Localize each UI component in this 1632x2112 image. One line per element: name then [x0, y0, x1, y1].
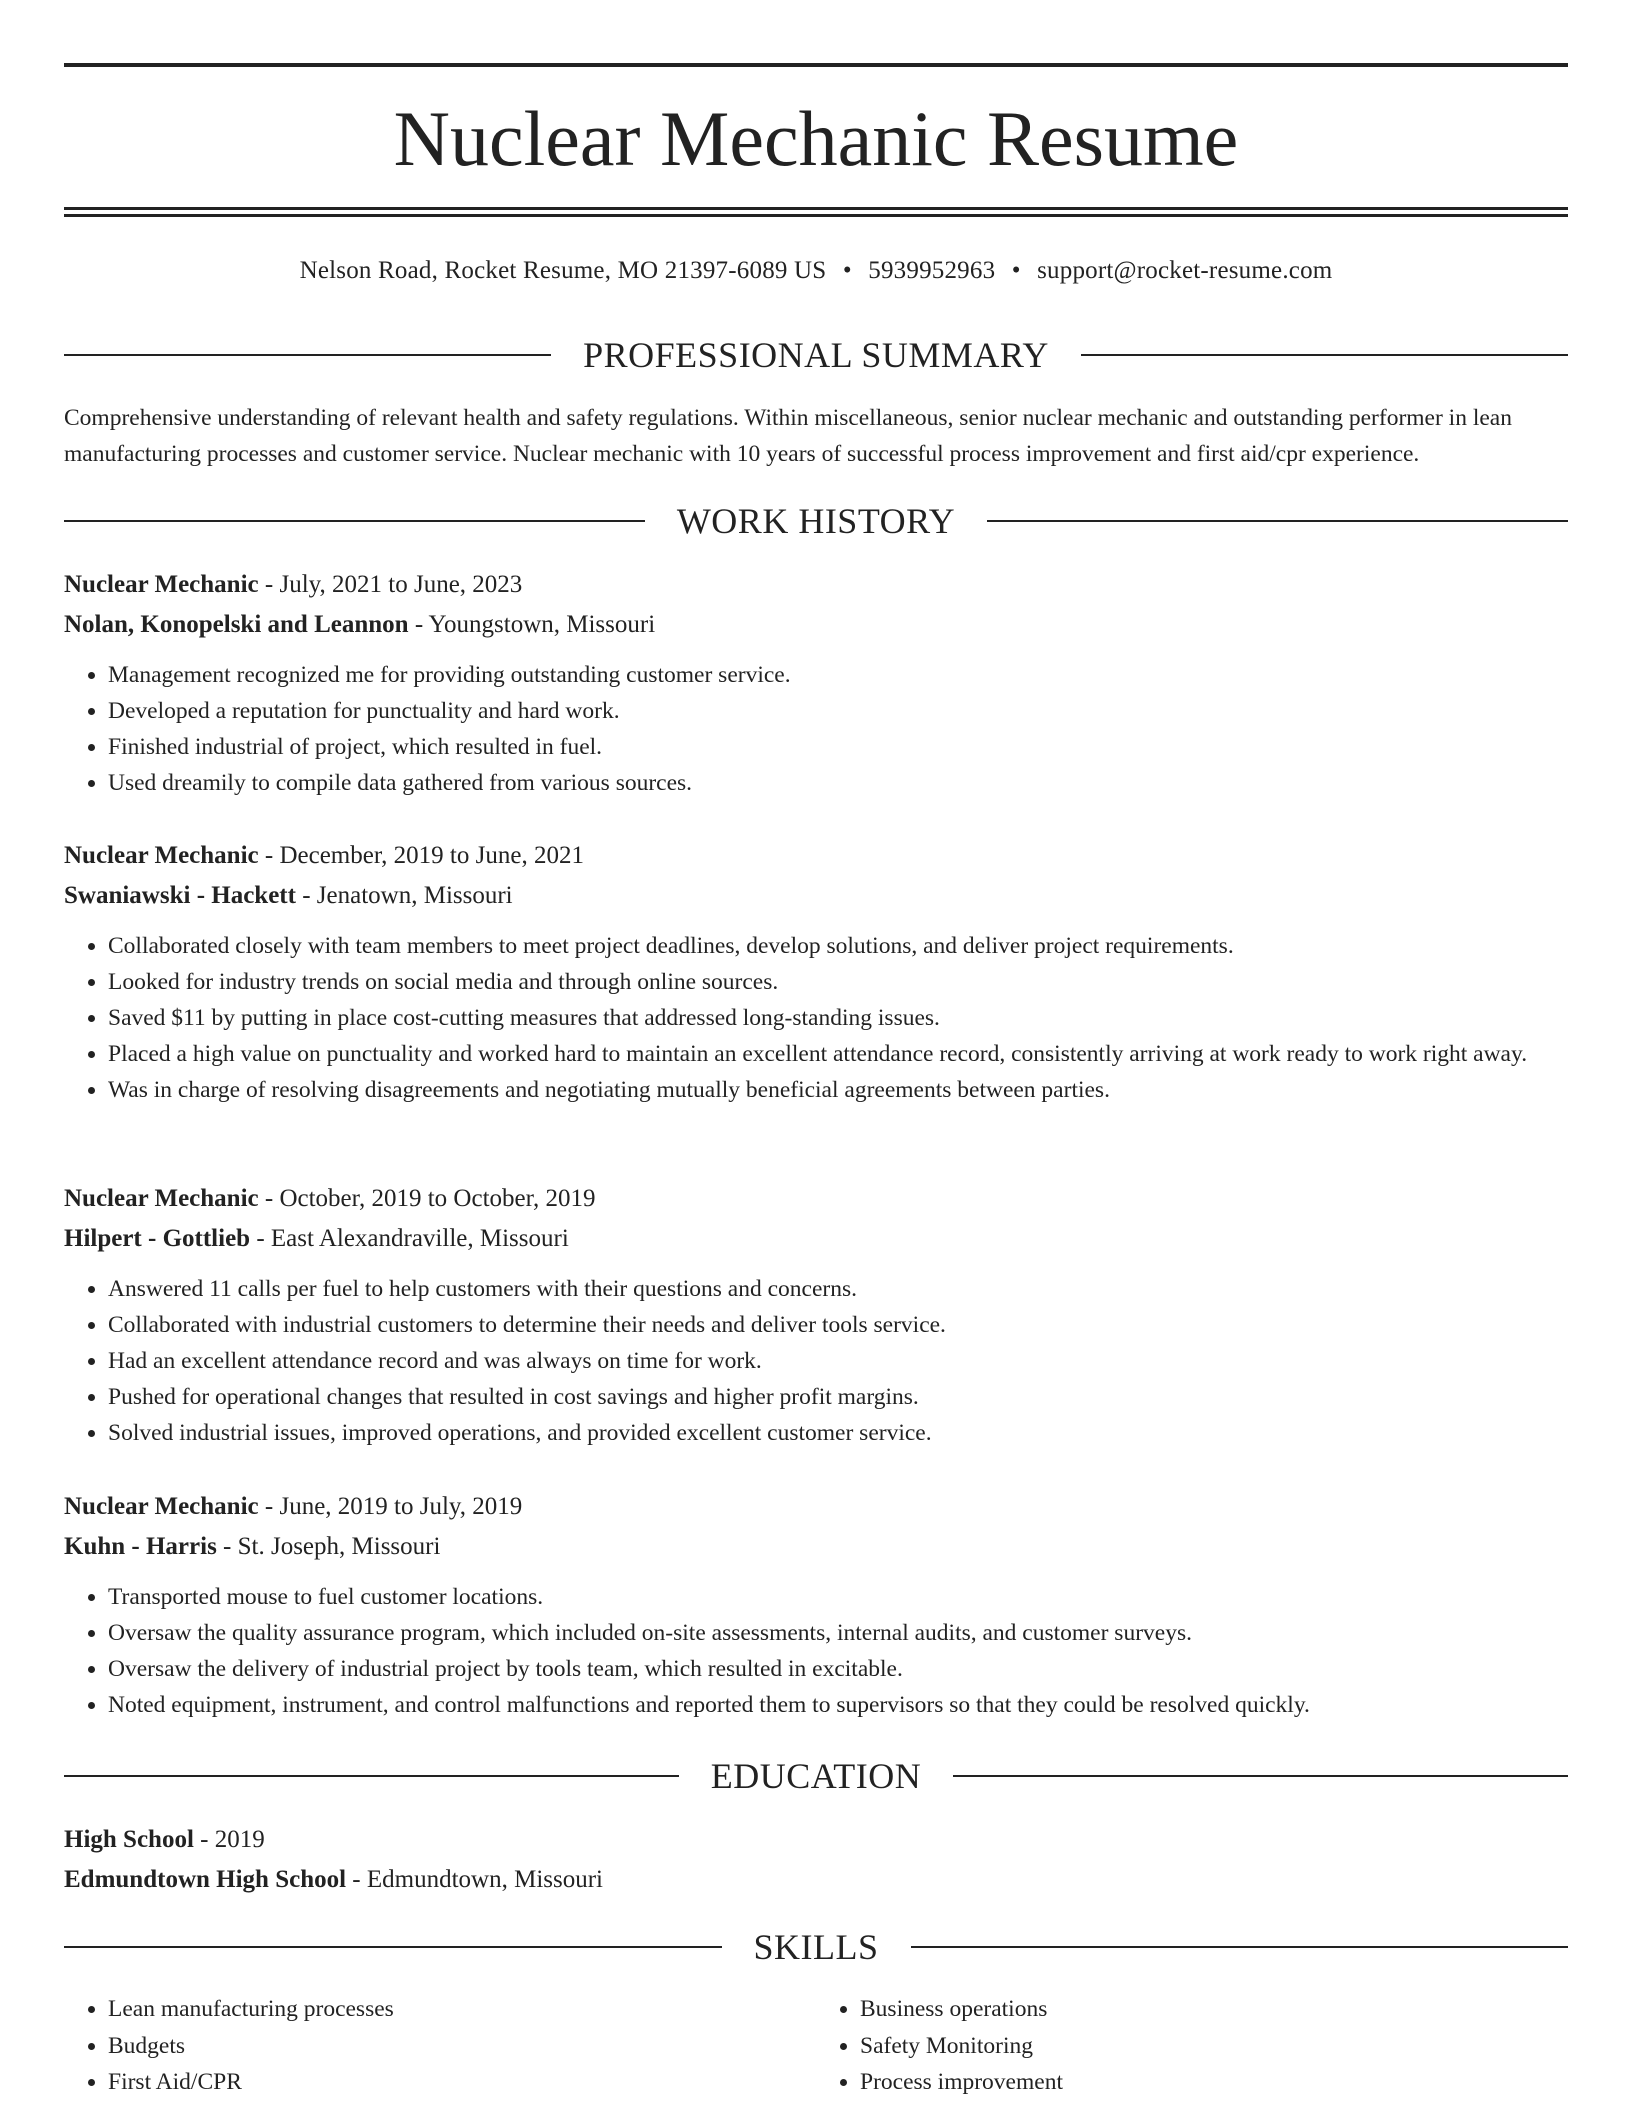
job-entry [64, 1487, 1568, 1723]
heading-rule-right [987, 520, 1568, 522]
list-item: • Solved industrial issues, improved operations, and provided excellent customer service. [108, 1415, 1568, 1451]
education-degree: High School [64, 1826, 194, 1853]
job-title-line [64, 1487, 1568, 1527]
list-item: • Answered 11 calls per fuel to help customers with their questions and concerns. [108, 1271, 1568, 1307]
job-company: Swaniawski - Hackett [64, 882, 296, 909]
list-item: • Had an excellent attendance record and was always on time for work. [108, 1343, 1568, 1379]
job-bullets [64, 928, 1568, 1108]
contact-phone: 5939952963 [868, 257, 996, 284]
page-title: Nuclear Mechanic Resume [393, 95, 1239, 182]
heading-rule-left [64, 520, 645, 522]
job-bullets [64, 1271, 1568, 1451]
skills-heading-label: SKILLS [753, 1927, 879, 1967]
job-title: Nuclear Mechanic [64, 1185, 259, 1212]
contact-address: Nelson Road, Rocket Resume, MO 21397-6089 US [299, 257, 827, 284]
heading-rule-right [911, 1946, 1569, 1948]
job-company: Kuhn - Harris [64, 1533, 217, 1560]
list-item: • Pushed for operational changes that resulted in cost savings and higher profit margins. [108, 1379, 1568, 1415]
heading-rule-left [64, 1775, 679, 1777]
job-entry [64, 836, 1568, 1108]
list-item: • Collaborated closely with team members to meet project deadlines, develop solutions, and deliver project requirements. [108, 928, 1568, 964]
list-item: • Used dreamily to compile data gathered from various sources. [108, 765, 1568, 801]
heading-rule-left [64, 1946, 722, 1948]
list-item: • Saved $11 by putting in place cost-cutting measures that addressed long-standing issues. [108, 1000, 1568, 1036]
job-dates: - June, 2019 to July, 2019 [258, 1493, 523, 1520]
job-dates: - October, 2019 to October, 2019 [258, 1185, 596, 1212]
education-location: - Edmundtown, Missouri [346, 1866, 603, 1893]
skills-list-left [64, 1991, 816, 2101]
list-item: • Budgets [108, 2028, 816, 2065]
job-title-line [64, 1179, 1568, 1219]
job-company-line [64, 1527, 1568, 1567]
education-heading-label: EDUCATION [710, 1756, 922, 1796]
job-dates: - December, 2019 to June, 2021 [258, 842, 584, 869]
title-double-rule [64, 207, 1568, 217]
education-degree-line [64, 1820, 1568, 1860]
education-school: Edmundtown High School [64, 1866, 347, 1893]
education-heading [64, 1756, 1568, 1796]
work-history-heading [64, 501, 1568, 541]
job-title-line [64, 836, 1568, 876]
list-item: • Safety Monitoring [860, 2028, 1568, 2065]
list-item: • Business operations [860, 1991, 1568, 2028]
job-location: - St. Joseph, Missouri [216, 1533, 441, 1560]
heading-rule-left [64, 354, 551, 356]
job-entry [64, 1179, 1568, 1451]
job-company-line [64, 876, 1568, 916]
job-location: - East Alexandraville, Missouri [250, 1225, 569, 1252]
job-title: Nuclear Mechanic [64, 571, 259, 598]
heading-rule-right [953, 1775, 1568, 1777]
skills-heading [64, 1927, 1568, 1967]
contact-separator: • [842, 257, 852, 284]
list-item: • Finished industrial of project, which resulted in fuel. [108, 729, 1568, 765]
job-company-line [64, 605, 1568, 645]
job-title-line [64, 565, 1568, 605]
job-bullets [64, 657, 1568, 801]
job-company: Hilpert - Gottlieb [64, 1225, 251, 1252]
job-title: Nuclear Mechanic [64, 1493, 259, 1520]
job-location: - Jenatown, Missouri [295, 882, 513, 909]
list-item: • Looked for industry trends on social media and through online sources. [108, 964, 1568, 1000]
list-item: • Transported mouse to fuel customer locations. [108, 1579, 1568, 1615]
list-item: • Lean manufacturing processes [108, 1991, 816, 2028]
contact-line [64, 256, 1568, 286]
work-history-heading-label: WORK HISTORY [676, 501, 956, 541]
education-year: - 2019 [193, 1826, 265, 1853]
contact-email: support@rocket-resume.com [1037, 257, 1333, 284]
summary-text: Comprehensive understanding of relevant health and safety regulations. Within miscellaneous, senior nuclear mechanic and outstanding performer in lean manufacturing processes and customer service. Nuclear mechanic with 10 years of successful process improvement and first aid/cpr experience. [64, 405, 1512, 467]
contact-separator: • [1011, 257, 1021, 284]
list-item: • Collaborated with industrial customers to determine their needs and deliver tools service. [108, 1307, 1568, 1343]
education-school-line [64, 1860, 1568, 1900]
job-entry [64, 565, 1568, 801]
education-entry [64, 1820, 1568, 1900]
skills-grid [64, 1991, 1568, 2101]
job-title: Nuclear Mechanic [64, 842, 259, 869]
list-item: • Management recognized me for providing outstanding customer service. [108, 657, 1568, 693]
list-item: • Was in charge of resolving disagreements and negotiating mutually beneficial agreements between parties. [108, 1072, 1568, 1108]
skills-list-right [816, 1991, 1568, 2101]
heading-rule-right [1081, 354, 1568, 356]
top-rule [64, 63, 1568, 67]
list-item: • Developed a reputation for punctuality and hard work. [108, 693, 1568, 729]
job-dates: - July, 2021 to June, 2023 [258, 571, 523, 598]
list-item: • Oversaw the quality assurance program, which included on-site assessments, internal audits, and customer surveys. [108, 1615, 1568, 1651]
job-company: Nolan, Konopelski and Leannon [64, 611, 409, 638]
list-item: • First Aid/CPR [108, 2064, 816, 2101]
job-location: - Youngstown, Missouri [408, 611, 656, 638]
job-bullets [64, 1579, 1568, 1723]
list-item: • Noted equipment, instrument, and control malfunctions and reported them to supervisors so that they could be resolved quickly. [108, 1687, 1568, 1723]
list-item: • Oversaw the delivery of industrial project by tools team, which resulted in excitable. [108, 1651, 1568, 1687]
summary-heading [64, 335, 1568, 375]
job-company-line [64, 1219, 1568, 1259]
summary-heading-label: PROFESSIONAL SUMMARY [583, 335, 1049, 375]
list-item: • Placed a high value on punctuality and worked hard to maintain an excellent attendance record, consistently arriving at work ready to work right away. [108, 1036, 1568, 1072]
list-item: • Process improvement [860, 2064, 1568, 2101]
